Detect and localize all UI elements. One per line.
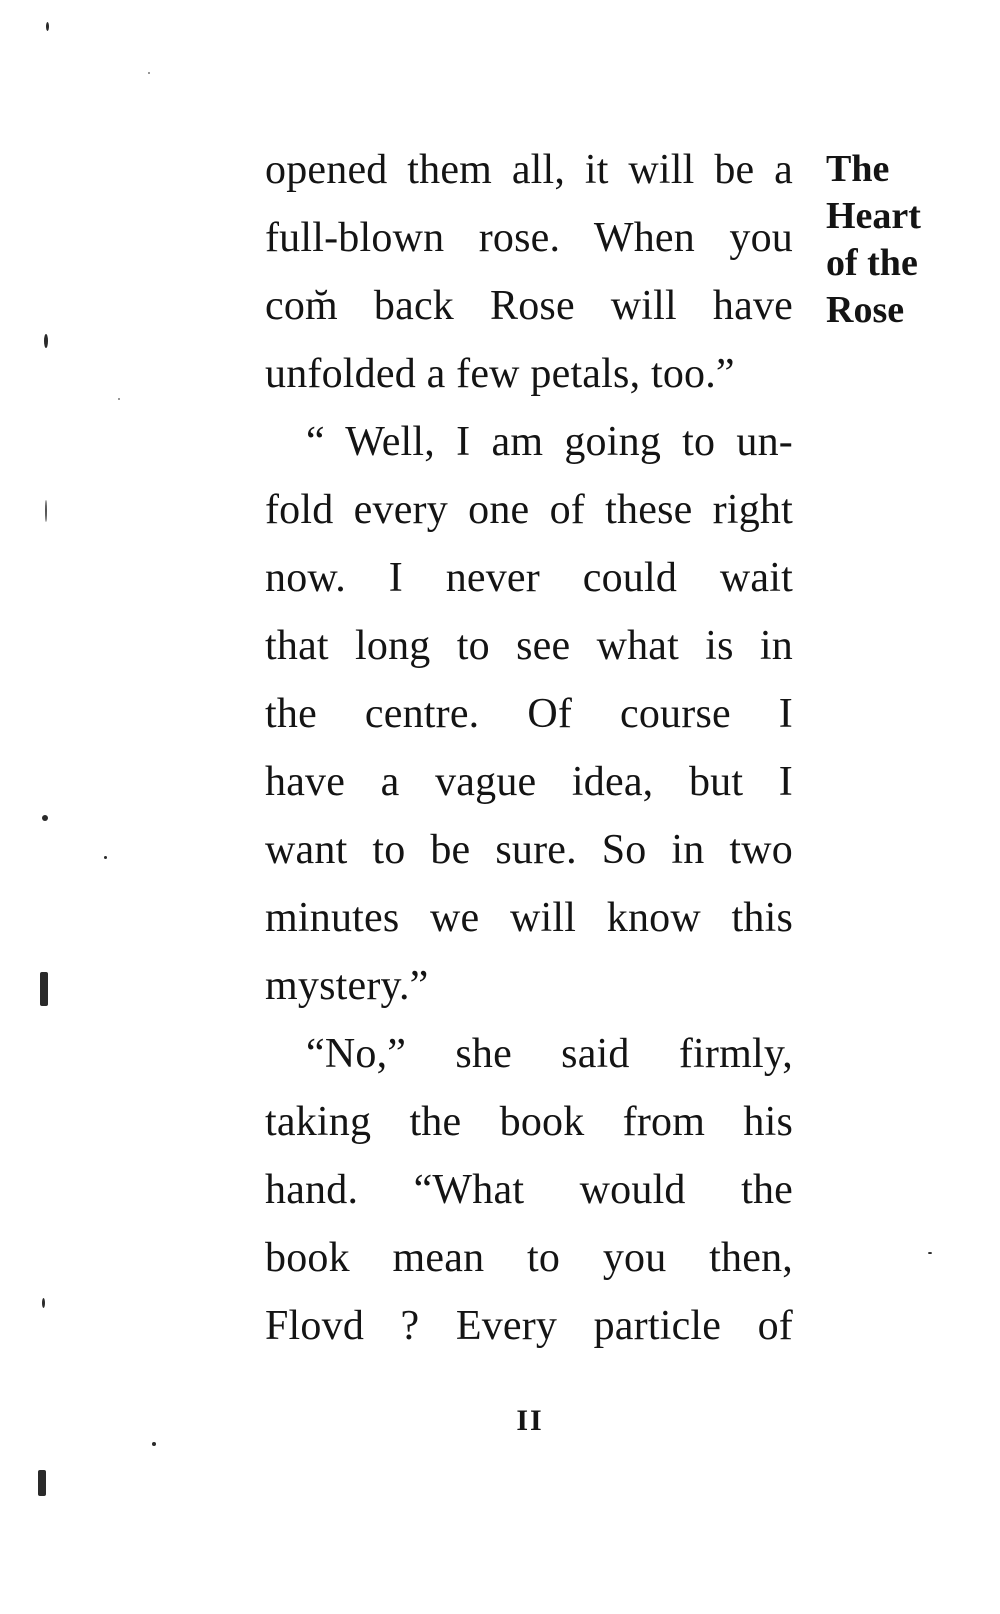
scan-speck <box>38 1470 46 1496</box>
scan-speck <box>40 972 48 1006</box>
body-line: opened them all, it will be a <box>265 147 793 193</box>
body-line: mystery.” <box>265 963 429 1009</box>
sidenote-line: of the <box>826 242 918 284</box>
body-line: the centre. Of course I <box>265 691 793 737</box>
body-line: taking the book from his <box>265 1099 793 1145</box>
body-line: want to be sure. So in two <box>265 827 793 873</box>
scan-speck <box>42 815 48 821</box>
body-line: hand. “What would the <box>265 1167 793 1213</box>
body-line: fold every one of these right <box>265 487 793 533</box>
body-line: unfolded a few petals, too.” <box>265 351 735 397</box>
scan-speck <box>928 1252 932 1254</box>
sidenote-line: Rose <box>826 289 905 331</box>
scan-speck <box>148 72 150 74</box>
body-line: book mean to you then, <box>265 1235 793 1281</box>
scan-speck <box>104 856 107 859</box>
body-line: com̆ back Rose will have <box>265 283 793 329</box>
page-number: II <box>516 1404 544 1437</box>
body-line: “No,” she said firmly, <box>306 1031 793 1077</box>
scan-speck <box>118 398 120 400</box>
scan-speck <box>152 1442 156 1446</box>
scan-speck <box>44 334 48 348</box>
body-line: now. I never could wait <box>265 555 793 601</box>
body-line: minutes we will know this <box>265 895 793 941</box>
body-line: Flovd ? Every particle of <box>265 1303 793 1349</box>
body-line: “ Well, I am going to un- <box>306 419 793 465</box>
body-line: that long to see what is in <box>265 623 793 669</box>
body-line: full-blown rose. When you <box>265 215 793 261</box>
scan-speck <box>46 22 49 31</box>
body-line: have a vague idea, but I <box>265 759 793 805</box>
sidenote-line: The <box>826 148 890 190</box>
scan-speck <box>42 1298 45 1308</box>
scan-speck <box>45 500 47 522</box>
sidenote-line: Heart <box>826 195 921 237</box>
